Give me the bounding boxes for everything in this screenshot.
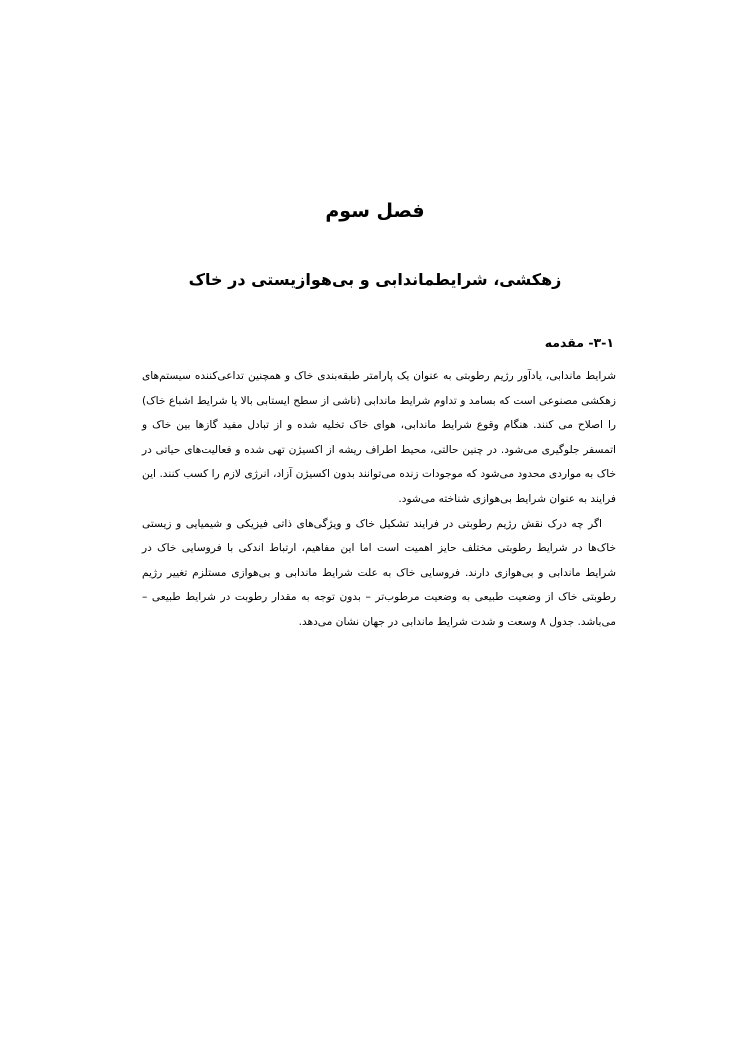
paragraph-moisture-regime: اگر چه درک نقش رژیم رطوبتی در فرایند تشکیل خاک و ویژگی‌های ذاتی فیزیکی و شیمیایی و زیستی خاک‌ها در شرایط رطوبتی مختلف حایز اهمیت است اما این مفاهیم، ارتباط اندکی با فروسایی خاک در شرایط ماندابی و بی‌هوازی دارند. فروسایی خاک به علت شرایط ماندابی و بی‌هوازی مستلزم تغییر رژیم رطوبتی خاک از وضعیت طبیعی به وضعیت مرطوب‌تر – بدون توجه به مقدار رطوبت در شرایط طبیعی – می‌باشد. جدول ۸ وسعت و شدت شرایط ماندابی در جهان نشان می‌دهد. (142, 517, 616, 628)
paragraph-introduction: شرایط ماندابی، یادآور رژیم رطوبتی به عنوان یک پارامتر طبقه‌بندی خاک و همچنین تداعی‌کننده سیستم‌های زهکشی مصنوعی است که بسامد و تداوم شرایط ماندابی (ناشی از سطح ایستابی بالا یا شرایط اشباع خاک) را اصلاح می کنند. هنگام وقوع شرایط ماندابی، هوای خاک تخلیه شده و از تبادل مفید گازها بین خاک و اتمسفر جلوگیری می‌شود. در چنین حالتی، محیط اطراف ریشه از اکسیژن تهی شده و فعالیت‌های حیاتی در خاک به مواردی محدود می‌شود که موجودات زنده می‌توانند بدون اکسیژن آزاد، انرژی لازم را کسب کنند. این فرایند به عنوان شرایط بی‌هوازی شناخته می‌شود. (142, 370, 616, 505)
chapter-title: فصل سوم (325, 200, 425, 222)
chapter-subtitle: زهکشی، شرایطماندابی و بی‌هوازیستی در خاک (188, 270, 562, 289)
section-heading: ۳-۱- مقدمه (544, 335, 614, 350)
body-text (142, 364, 616, 635)
